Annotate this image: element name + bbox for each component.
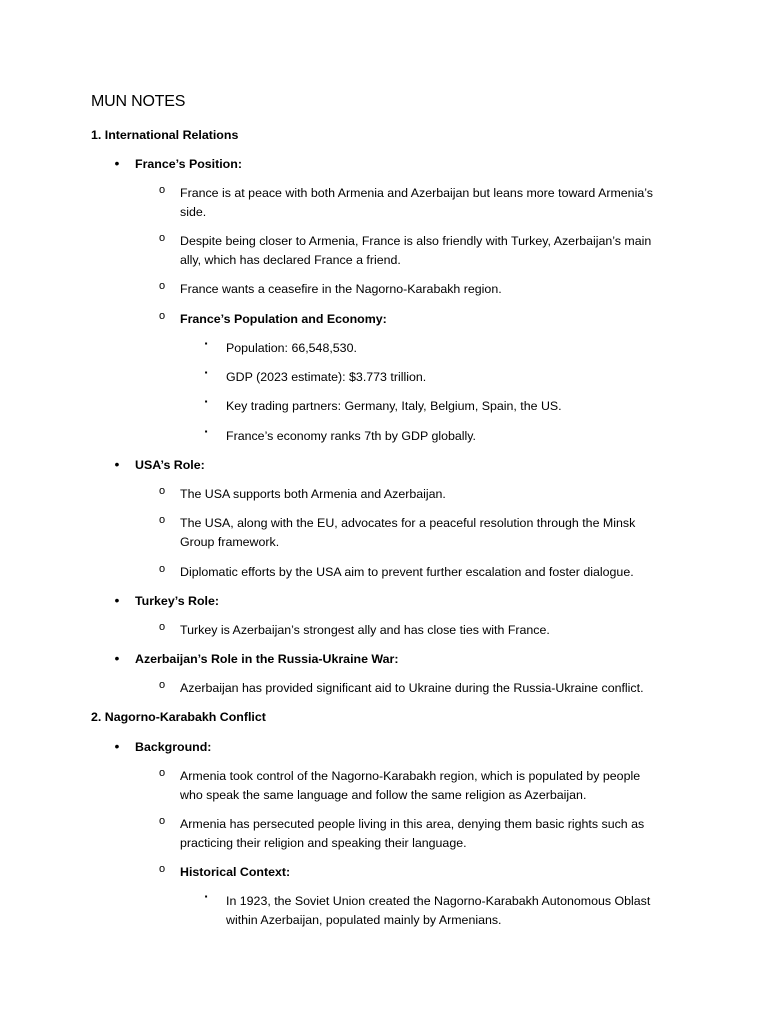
list-item-text: within Azerbaijan, populated mainly by Armenians. — [226, 913, 502, 927]
list-item-text: Despite being closer to Armenia, France is also friendly with Turkey, Azerbaijan’s main — [180, 234, 652, 248]
list-item-text: Armenia took control of the Nagorno-Karabakh region, which is populated by people — [180, 769, 641, 783]
list-item-text: Diplomatic efforts by the USA aim to prevent further escalation and foster dialogue. — [180, 565, 634, 579]
bullet-level3: ▪ — [204, 339, 208, 348]
list-item-heading: Background: — [135, 740, 212, 754]
bullet-level2: o — [158, 679, 166, 691]
list-item-text: France’s economy ranks 7th by GDP globally. — [226, 429, 476, 443]
bullet-level3: ▪ — [204, 397, 208, 406]
list-item-text: Armenia has persecuted people living in this area, denying them basic rights such as — [180, 817, 645, 831]
bullet-level2: o — [158, 310, 166, 322]
bullet-level1: • — [114, 650, 120, 666]
bullet-level2: o — [158, 863, 166, 875]
list-item-text: Turkey is Azerbaijan’s strongest ally and has close ties with France. — [180, 623, 550, 637]
list-item-text: practicing their religion and speaking their language. — [180, 836, 467, 850]
bullet-level2: o — [158, 280, 166, 292]
list-item-heading: Azerbaijan’s Role in the Russia-Ukraine War: — [135, 652, 399, 666]
bullet-level1: • — [114, 592, 120, 608]
bullet-level3: ▪ — [204, 892, 208, 901]
bullet-level3: ▪ — [204, 427, 208, 436]
bullet-level2: o — [158, 184, 166, 196]
bullet-level2: o — [158, 767, 166, 779]
bullet-level2: o — [158, 485, 166, 497]
list-item-text: side. — [180, 205, 207, 219]
section-heading-international-relations: 1. International Relations — [91, 128, 239, 142]
bullet-level1: • — [114, 155, 120, 171]
bullet-level2: o — [158, 514, 166, 526]
bullet-level2: o — [158, 621, 166, 633]
bullet-level1: • — [114, 738, 120, 754]
list-item-text: Azerbaijan has provided significant aid to Ukraine during the Russia-Ukraine conflict. — [180, 681, 644, 695]
bullet-level2: o — [158, 232, 166, 244]
bullet-level2: o — [158, 815, 166, 827]
bullet-level2: o — [158, 563, 166, 575]
list-item-heading: France’s Population and Economy: — [180, 312, 387, 326]
list-item-text: GDP (2023 estimate): $3.773 trillion. — [226, 370, 427, 384]
list-item-text: The USA supports both Armenia and Azerbaijan. — [180, 487, 446, 501]
list-item-text: The USA, along with the EU, advocates for a peaceful resolution through the Minsk — [180, 516, 636, 530]
page-title: MUN NOTES — [91, 93, 186, 110]
list-item-text: Group framework. — [180, 535, 280, 549]
list-item-text: France is at peace with both Armenia and Azerbaijan but leans more toward Armenia’s — [180, 186, 653, 200]
list-item-heading: France’s Position: — [135, 157, 242, 171]
section-heading-nagorno-karabakh: 2. Nagorno-Karabakh Conflict — [91, 710, 266, 724]
bullet-level3: ▪ — [204, 368, 208, 377]
list-item-text: ally, which has declared France a friend. — [180, 253, 401, 267]
list-item-heading: USA’s Role: — [135, 458, 205, 472]
list-item-text: Population: 66,548,530. — [226, 341, 357, 355]
bullet-level1: • — [114, 456, 120, 472]
list-item-text: who speak the same language and follow the same religion as Azerbaijan. — [180, 788, 587, 802]
list-item-heading: Historical Context: — [180, 865, 291, 879]
list-item-text: Key trading partners: Germany, Italy, Belgium, Spain, the US. — [226, 399, 562, 413]
list-item-text: In 1923, the Soviet Union created the Nagorno-Karabakh Autonomous Oblast — [226, 894, 651, 908]
list-item-heading: Turkey’s Role: — [135, 594, 220, 608]
list-item-text: France wants a ceasefire in the Nagorno-Karabakh region. — [180, 282, 502, 296]
